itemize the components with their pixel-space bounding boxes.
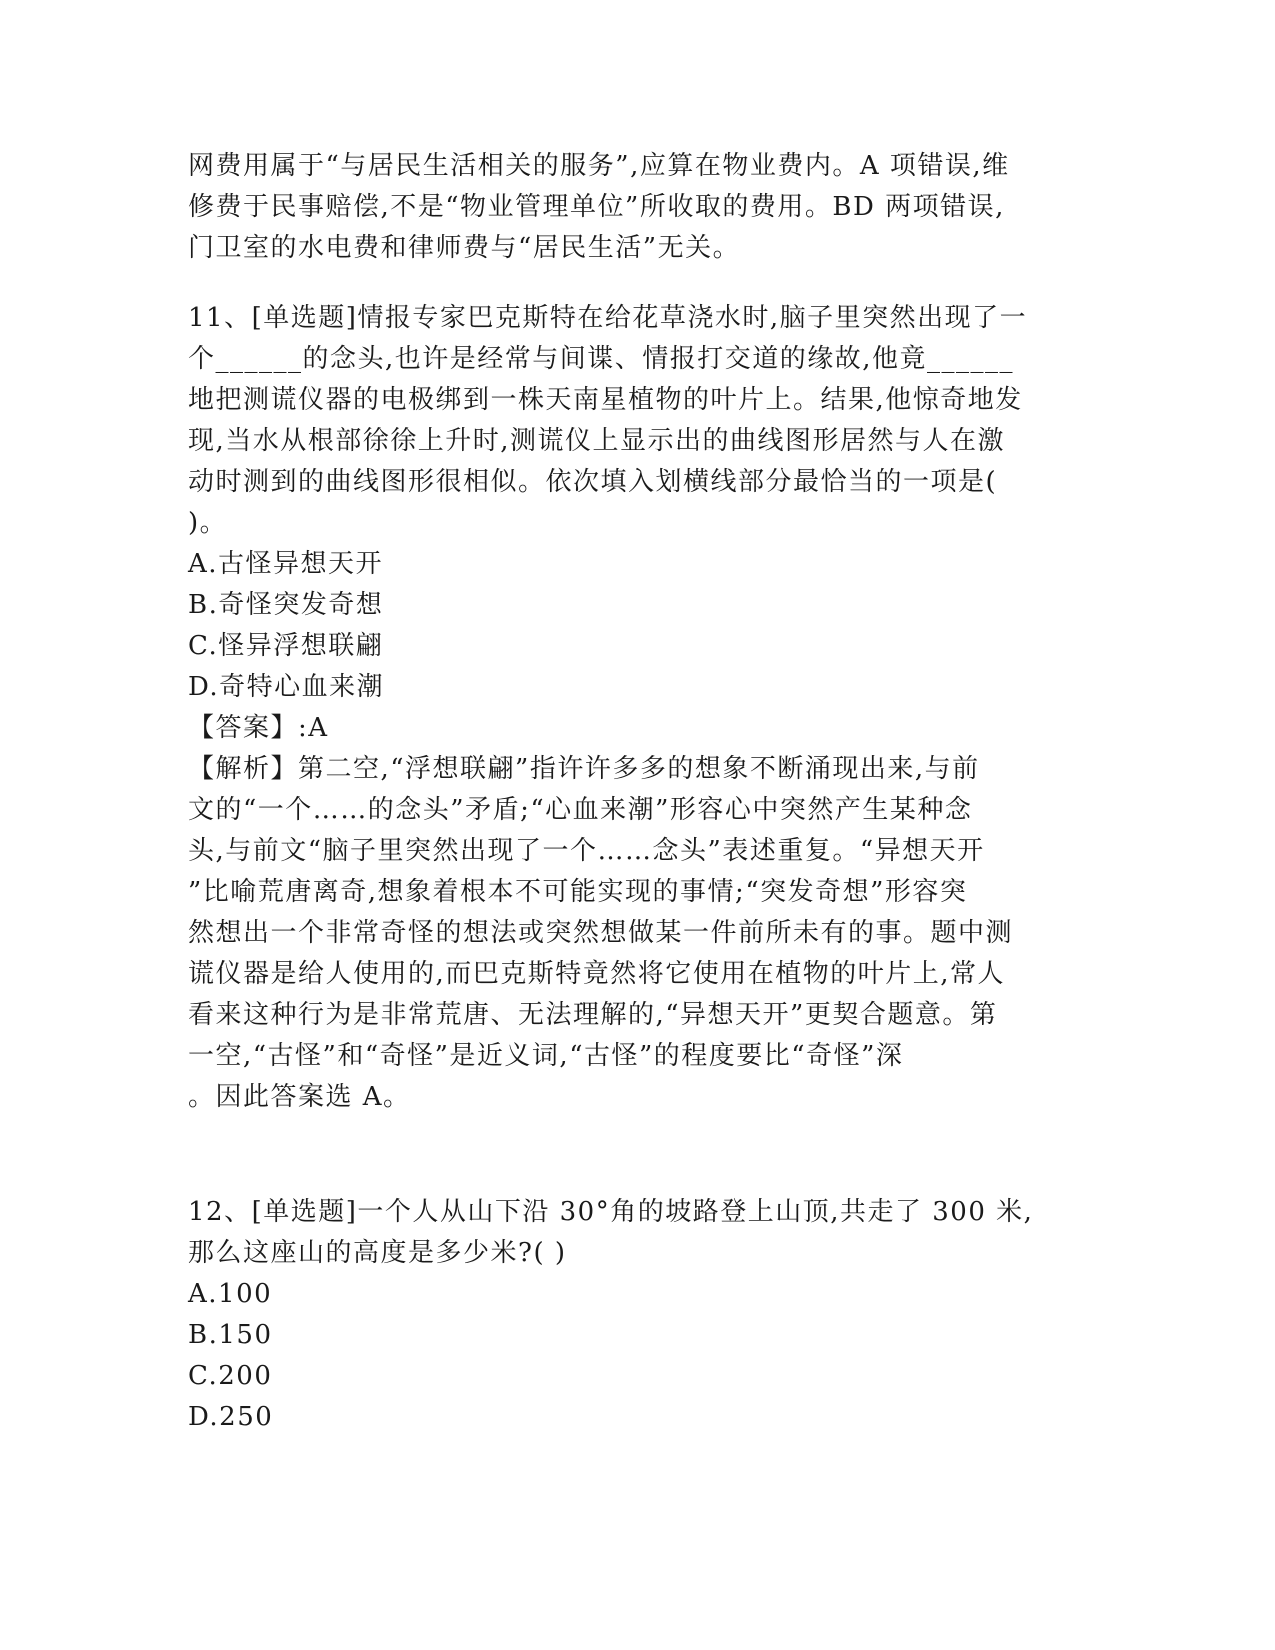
analysis-line: 。因此答案选 A。 [188, 1082, 411, 1112]
option-b: B.奇怪突发奇想 [188, 590, 384, 620]
analysis-line: 【解析】第二空,“浮想联翩”指许许多多的想象不断涌现出来,与前 [188, 754, 980, 784]
question-12 [188, 1192, 1078, 1438]
analysis-line: 看来这种行为是非常荒唐、无法理解的,“异想天开”更契合题意。第 [188, 1000, 998, 1030]
option-c: C.怪异浮想联翩 [188, 631, 384, 661]
question-text-line: 个______的念头,也许是经常与间谍、情报打交道的缘故,他竟______ [188, 344, 1015, 374]
text-line: 修费于民事赔偿,不是“物业管理单位”所收取的费用。BD 两项错误, [188, 192, 1005, 222]
question-text-line: 11、[单选题]情报专家巴克斯特在给花草浇水时,脑子里突然出现了一 [188, 303, 1028, 333]
question-text-line: 动时测到的曲线图形很相似。依次填入划横线部分最恰当的一项是( [188, 467, 998, 497]
option-b: B.150 [188, 1320, 273, 1350]
option-d: D.250 [188, 1402, 274, 1432]
previous-analysis-continuation [188, 146, 1078, 269]
option-c: C.200 [188, 1361, 273, 1391]
option-d: D.奇特心血来潮 [188, 672, 385, 702]
analysis-line: 头,与前文“脑子里突然出现了一个……念头”表述重复。“异想天开 [188, 836, 985, 866]
question-11 [188, 298, 1078, 1118]
question-text-line: 地把测谎仪器的电极绑到一株天南星植物的叶片上。结果,他惊奇地发 [188, 385, 1023, 415]
analysis-line: ”比喻荒唐离奇,想象着根本不可能实现的事情;“突发奇想”形容突 [188, 877, 968, 907]
text-line: 门卫室的水电费和律师费与“居民生活”无关。 [188, 233, 741, 263]
question-text-line: 那么这座山的高度是多少米?( ) [188, 1238, 567, 1268]
analysis-line: 文的“一个……的念头”矛盾;“心血来潮”形容心中突然产生某种念 [188, 795, 973, 825]
analysis-line: 然想出一个非常奇怪的想法或突然想做某一件前所未有的事。题中测 [188, 918, 1014, 948]
option-a: A.100 [188, 1279, 273, 1309]
text-line: 网费用属于“与居民生活相关的服务”,应算在物业费内。A 项错误,维 [188, 151, 1010, 181]
analysis-line: 一空,“古怪”和“奇怪”是近义词,“古怪”的程度要比“奇怪”深 [188, 1041, 904, 1071]
option-a: A.古怪异想天开 [188, 549, 384, 579]
question-text-line: 12、[单选题]一个人从山下沿 30°角的坡路登上山顶,共走了 300 米, [188, 1197, 1034, 1227]
analysis-line: 谎仪器是给人使用的,而巴克斯特竟然将它使用在植物的叶片上,常人 [188, 959, 1006, 989]
question-text-line: )。 [188, 508, 228, 538]
question-text-line: 现,当水从根部徐徐上升时,测谎仪上显示出的曲线图形居然与人在激 [188, 426, 1006, 456]
answer-line: 【答案】:A [188, 713, 329, 743]
